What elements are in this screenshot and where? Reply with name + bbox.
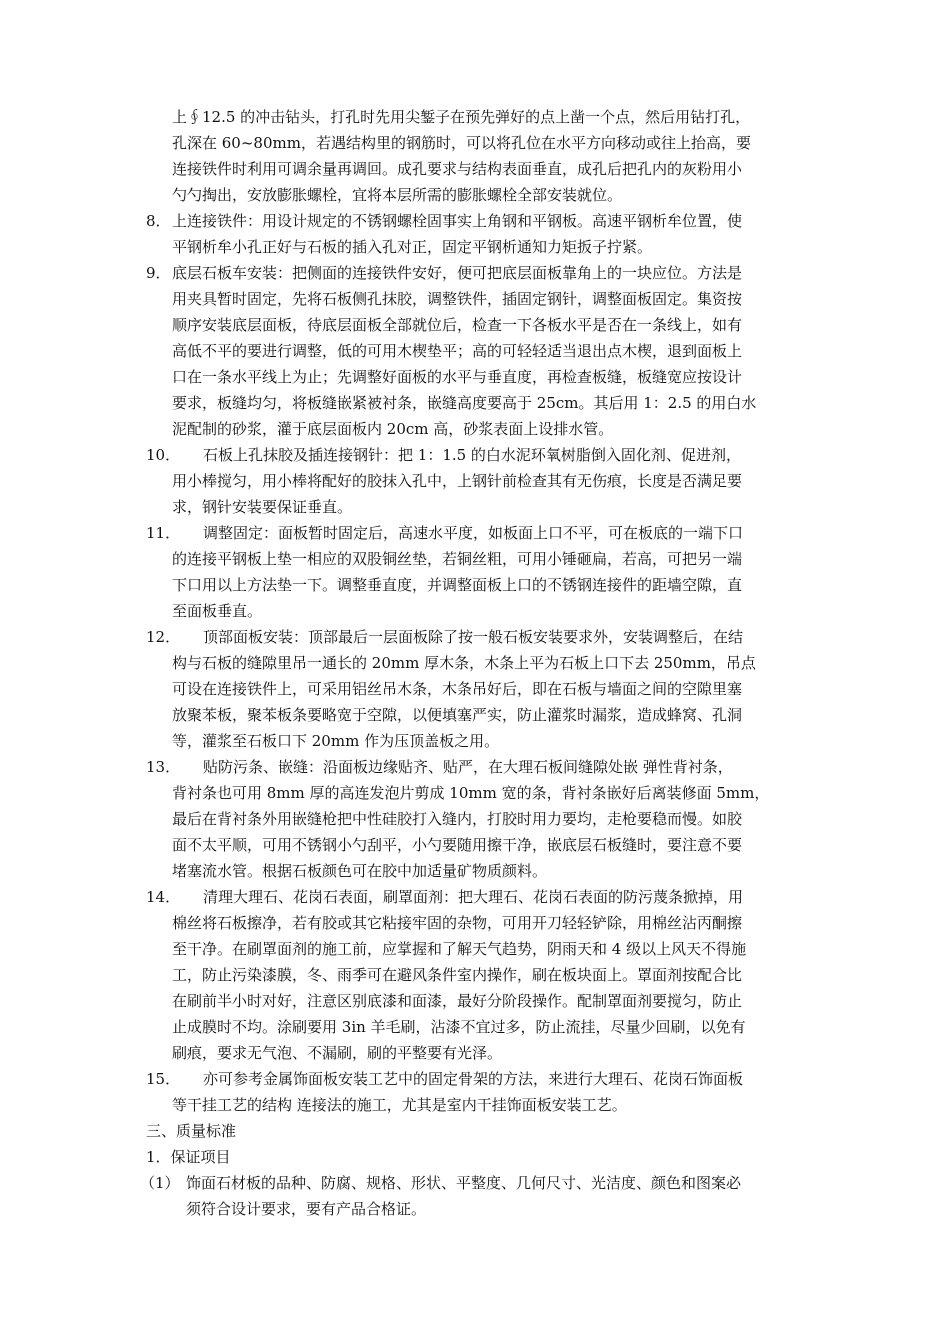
list-item-number: 9． (146, 264, 171, 282)
paragraph-line: 面不太平顺，可用不锈钢小勺刮平，小勺要随用擦干净，嵌底层石板缝时，要注意不要 (172, 836, 743, 854)
paragraph-line: 背衬条也可用 8mm 厚的高连发泡片剪成 10mm 宽的条，背衬条嵌好后离装修面 5mm， (172, 784, 770, 802)
paragraph-line: 顶部面板安装：顶部最后一层面板除了按一般石板安装要求外，安装调整后，在结 (203, 628, 744, 646)
list-item-number: 12． (146, 628, 181, 646)
paragraph-line: 在刷前半小时对好，注意区别底漆和面漆，最好分阶段操作。配制罩面剂要搅匀，防止 (172, 992, 743, 1010)
paragraph-line: 勺勺掏出，安放膨胀螺栓，宜将本层所需的膨胀螺栓全部安装就位。 (172, 186, 623, 204)
paragraph-line: 泥配制的砂浆，灌于底层面板内 20cm 高，砂浆表面上设排水管。 (172, 420, 614, 438)
list-item-number: 11． (146, 524, 181, 542)
paragraph-line: 调整固定：面板暂时固定后，高速水平度，如板面上口不平，可在板底的一端下口 (203, 524, 744, 542)
paragraph-line: 棉丝将石板擦净，若有胶或其它粘接牢固的杂物，可用开刀轻轻铲除，用棉丝沾丙酮擦 (172, 914, 743, 932)
paragraph-line: 求，钢针安装要保证垂直。 (172, 498, 353, 516)
paragraph-line: 高低不平的要进行调整，低的可用木楔垫平；高的可轻轻适当退出点木楔，退到面板上 (172, 342, 743, 360)
paragraph-line: 工，防止污染漆膜，冬、雨季可在避风条件室内操作，刷在板块面上。罩面剂按配合比 (172, 966, 743, 984)
section-heading: 三、质量标准 (146, 1122, 237, 1140)
paragraph-line: 饰面石材板的品种、防腐、规格、形状、平整度、几何尺寸、光洁度、颜色和图案必 (186, 1174, 742, 1192)
list-item-number: 13． (146, 758, 181, 776)
paragraph-line: 至面板垂直。 (172, 602, 263, 620)
list-item-number: 10． (146, 446, 181, 464)
list-item-number: 14． (146, 888, 181, 906)
paragraph-line: 可设在连接铁件上，可采用铝丝吊木条，木条吊好后，即在石板与墙面之间的空隙里塞 (172, 680, 743, 698)
paragraph-line: 底层石板车安装：把侧面的连接铁件安好，便可把底层面板靠角上的一块应位。方法是 (172, 264, 743, 282)
paragraph-line: 等，灌浆至石板口下 20mm 作为压顶盖板之用。 (172, 732, 500, 750)
paragraph-line: 清理大理石、花岗石表面，刷罩面剂：把大理石、花岗石表面的防污蔑条掀掉，用 (203, 888, 744, 906)
paragraph-line: 平钢析牟小孔正好与石板的插入孔对正，固定平钢析通知力矩扳子拧紧。 (172, 238, 653, 256)
paragraph-line: 要求，板缝均匀，将板缝嵌紧被衬条，嵌缝高度要高于 25cm。其后用 1：2.5 的用白水 (172, 394, 757, 412)
list-item-number: 8． (146, 212, 171, 230)
paragraph-line: 石板上孔抹胶及插连接钢针：把 1：1.5 的白水泥环氧树脂倒入固化剂、促进剂， (203, 446, 741, 464)
paragraph-line: 用小棒搅匀，用小棒将配好的胶抹入孔中，上钢针前检查其有无伤痕，长度是否满足要 (172, 472, 743, 490)
paragraph-line: 最后在背衬条外用嵌缝枪把中性硅胶打入缝内，打胶时用力要均，走枪要稳而慢。如胶 (172, 810, 743, 828)
paragraph-line: 刷痕，要求无气泡、不漏刷，刷的平整要有光泽。 (172, 1044, 503, 1062)
paragraph-line: 连接铁件时利用可调余量再调回。成孔要求与结构表面垂直，成孔后把孔内的灰粉用小 (172, 160, 743, 178)
subsection-heading: 1．保证项目 (146, 1148, 231, 1166)
paragraph-line: 构与石板的缝隙里吊一通长的 20mm 厚木条，木条上平为石板上口下去 250mm，吊点 (172, 654, 756, 672)
paragraph-line: 等干挂工艺的结构 连接法的施工，尤其是室内干挂饰面板安装工艺。 (172, 1096, 627, 1114)
paragraph-line: 的连接平钢板上垫一相应的双股铜丝垫，若铜丝粗，可用小锤砸扁，若高，可把另一端 (172, 550, 743, 568)
paragraph-line: 顺序安装底层面板，待底层面板全部就位后，检查一下各板水平是否在一条线上，如有 (172, 316, 743, 334)
paragraph-line: 放聚苯板，聚苯板条要略宽于空隙，以便填塞严实，防止灌浆时漏浆，造成蜂窝、孔洞 (172, 706, 743, 724)
paragraph-line: 孔深在 60~80mm，若遇结构里的钢筋时，可以将孔位在水平方向移动或往上抬高，要 (172, 134, 751, 152)
paragraph-line: 亦可参考金属饰面板安装工艺中的固定骨架的方法，来进行大理石、花岗石饰面板 (203, 1070, 744, 1088)
paragraph-line: 下口用以上方法垫一下。调整垂直度，并调整面板上口的不锈钢连接件的距墙空隙，直 (172, 576, 743, 594)
list-item-number: 15． (146, 1070, 181, 1088)
paragraph-line: 至干净。在刷罩面剂的施工前，应掌握和了解天气趋势，阴雨天和 4 级以上风天不得施 (172, 940, 747, 958)
paragraph-line: 止成膜时不均。涂刷要用 3in 羊毛刷，沾漆不宜过多，防止流挂，尽量少回刷，以免有 (172, 1018, 746, 1036)
paragraph-line: 须符合设计要求，要有产品合格证。 (186, 1200, 427, 1218)
paragraph-line: 堵塞流水管。根据石板颜色可在胶中加适量矿物质颜料。 (172, 862, 548, 880)
paragraph-line: 贴防污条、嵌缝：沿面板边缘贴齐、贴严，在大理石板间缝隙处嵌 弹性背衬条， (203, 758, 733, 776)
paragraph-line: 上∮12.5 的冲击钻头，打孔时先用尖錾子在预先弹好的点上凿一个点，然后用钻打孔， (172, 108, 751, 126)
paragraph-line: 用夹具暂时固定，先将石板侧孔抹胶，调整铁件，插固定钢针，调整面板固定。集资按 (172, 290, 743, 308)
list-item-number: （1） (140, 1174, 180, 1192)
paragraph-line: 上连接铁件：用设计规定的不锈钢螺栓固事实上角钢和平钢板。高速平钢析牟位置，使 (172, 212, 743, 230)
paragraph-line: 口在一条水平线上为止；先调整好面板的水平与垂直度，再检查板缝，板缝宽应按设计 (172, 368, 743, 386)
